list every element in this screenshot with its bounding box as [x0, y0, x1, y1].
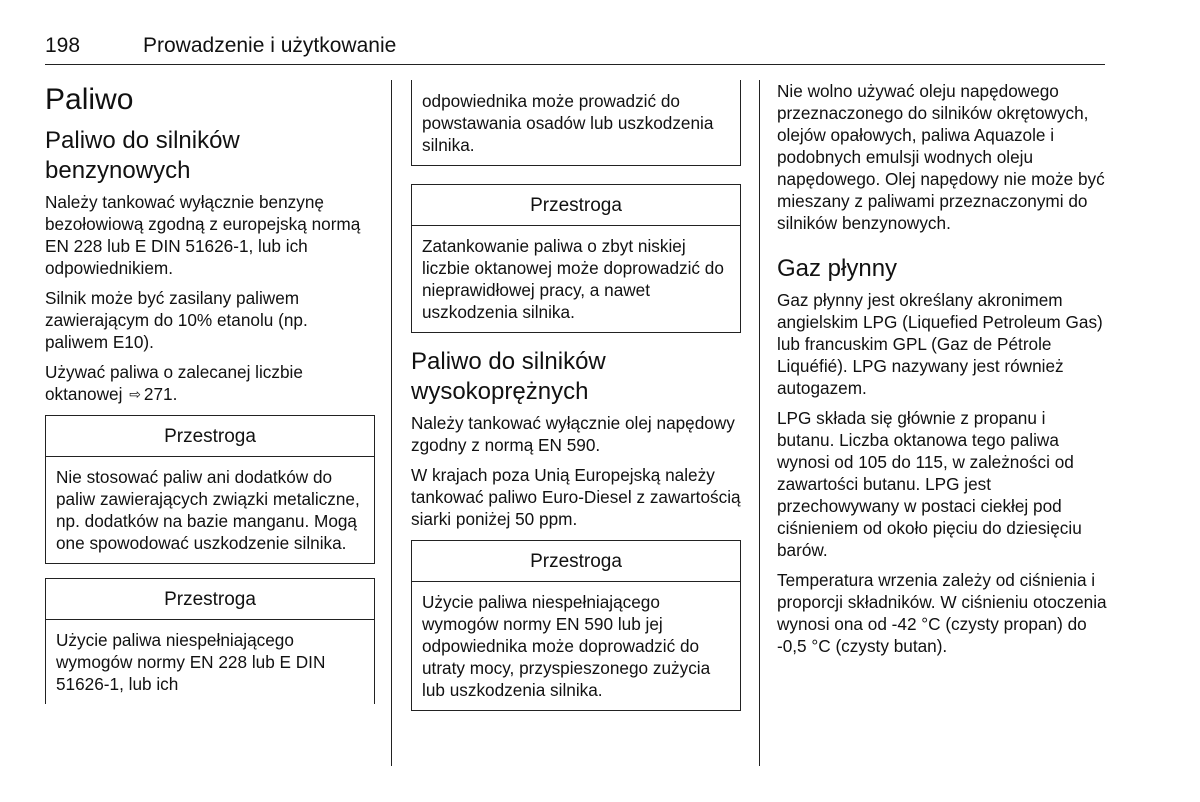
paragraph: [45, 361, 375, 405]
page-number: 198: [45, 34, 81, 57]
column-divider: [759, 80, 760, 766]
paragraph: LPG składa się głównie z propanu i butanu. Liczba oktanowa tego paliwa wynosi od 105 do 115, w zależności od zawartości butanu. LPG jest przechowywany w postaci ciekłej pod ciśnieniem od około pięciu do dziesięciu barów.: [777, 408, 1082, 560]
caution-title: Przestroga: [412, 185, 740, 226]
paragraph: Należy tankować wyłącznie benzynę bezołowiową zgodną z europejską normą EN 228 lub E DIN 51626-1, lub ich odpowiednikiem.: [45, 192, 361, 278]
subsection-title: Paliwo do silników wysokoprężnych: [411, 348, 606, 405]
subsection-title: Paliwo do silników benzynowych: [45, 127, 240, 184]
paragraph: Gaz płynny jest określany akronimem angielskim LPG (Liquefied Petroleum Gas) lub francuskim GPL (Gaz de Pétrole Liquéfié). LPG nazywany jest również autogazem.: [777, 290, 1103, 398]
column-left: [45, 80, 375, 704]
caution-text: Użycie paliwa niespełniającego wymogów normy EN 228 lub E DIN 51626-1, lub ich: [56, 630, 326, 694]
paragraph: W krajach poza Unią Europejską należy tankować paliwo Euro-Diesel z zawartością siarki poniżej 50 ppm.: [411, 465, 741, 529]
caution-box-continued: [411, 80, 741, 166]
caution-box: [45, 415, 375, 564]
caution-title: Przestroga: [46, 579, 374, 620]
caution-box: [411, 540, 741, 711]
column-divider: [391, 80, 392, 766]
page-reference[interactable]: 271.: [143, 384, 178, 404]
caution-box: [411, 184, 741, 333]
section-title: Paliwo: [45, 83, 134, 116]
arrow-right-outline-icon: ⇨: [129, 386, 141, 402]
paragraph-text: Używać paliwa o zalecanej liczbie oktanowej: [45, 362, 303, 404]
paragraph: Nie wolno używać oleju napędowego przeznaczonego do silników okrętowych, olejów opałowych, paliwa Aquazole i podobnych emulsji wodnych oleju napędowego. Olej napędowy nie może być mieszany z paliwami przeznaczonymi do silników benzynowych.: [777, 81, 1105, 233]
caution-box: [45, 578, 375, 704]
paragraph: Silnik może być zasilany paliwem zawierającym do 10% etanolu (np. paliwem E10).: [45, 288, 308, 352]
caution-title: Przestroga: [46, 416, 374, 457]
paragraph: Temperatura wrzenia zależy od ciśnienia i proporcji składników. W ciśnieniu otoczenia wynosi ona od -42 °C (czysty propan) do -0,5 °C (czysty butan).: [777, 570, 1107, 656]
subsection-title: Gaz płynny: [777, 255, 898, 282]
caution-title: Przestroga: [412, 541, 740, 582]
running-title: Prowadzenie i użytkowanie: [143, 34, 397, 57]
page-header: [45, 34, 1105, 65]
caution-text: Nie stosować paliw ani dodatków do paliw zawierających związki metaliczne, np. dodatków na bazie manganu. Mogą one spowodować uszkodzenie silnika.: [56, 467, 360, 553]
column-middle: [411, 80, 741, 725]
paragraph: Należy tankować wyłącznie olej napędowy zgodny z normą EN 590.: [411, 413, 735, 455]
caution-text: Użycie paliwa niespełniającego wymogów normy EN 590 lub jej odpowiednika może doprowadzić do utraty mocy, przyspieszonego zużycia lub uszkodzenia silnika.: [422, 592, 711, 700]
caution-text: Zatankowanie paliwa o zbyt niskiej liczbie oktanowej może doprowadzić do nieprawidłowej pracy, a nawet uszkodzenia silnika.: [422, 236, 724, 322]
caution-text: odpowiednika może prowadzić do powstawania osadów lub uszkodzenia silnika.: [422, 91, 714, 155]
column-right: [777, 80, 1107, 665]
